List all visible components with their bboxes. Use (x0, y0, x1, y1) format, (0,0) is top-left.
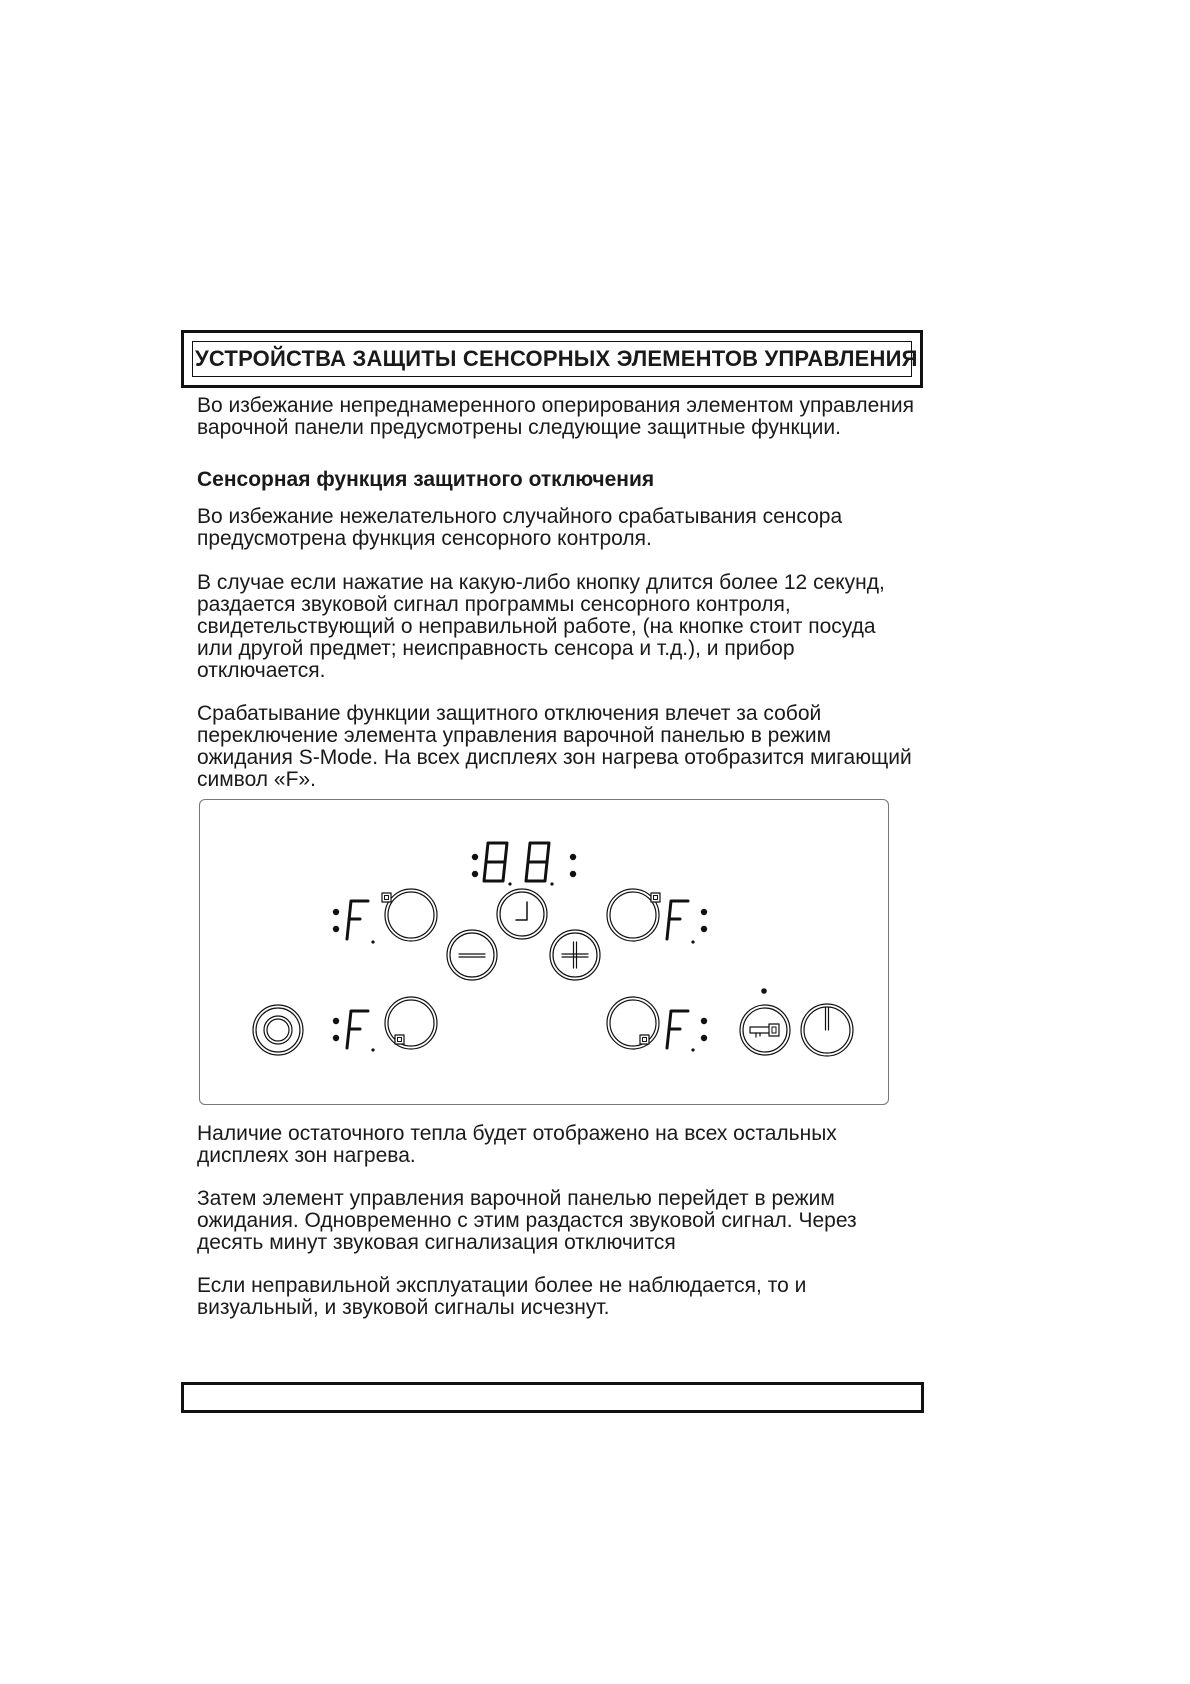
paragraph-6 (197, 1275, 937, 1319)
text-line: дисплеях зон нагрева. (197, 1144, 416, 1167)
text-line: Затем элемент управления варочной панелью перейдет в режим (197, 1187, 835, 1210)
timer-clock-icon[interactable] (497, 889, 547, 939)
text-line: символ «F». (197, 768, 316, 791)
power-icon[interactable] (801, 1004, 853, 1056)
zone-display-top-left (333, 901, 375, 944)
lock-key-icon[interactable] (740, 1005, 790, 1055)
text-line: переключение элемента управления варочной панелью в режим (197, 724, 832, 747)
text-line: предусмотрена функция сенсорного контроля. (197, 527, 652, 550)
zone-display-top-right (667, 901, 707, 944)
paragraph-5 (197, 1188, 937, 1254)
text-line: варочной панели предусмотрены следующие защитные функции. (197, 416, 841, 439)
text-line: раздается звуковой сигнал программы сенсорного контроля, (197, 593, 791, 616)
text-line: В случае если нажатие на какую-либо кнопку длится более 12 секунд, (197, 571, 885, 594)
text-line: визуальный, и звуковой сигналы исчезнут. (197, 1296, 610, 1319)
text-line: ожидания. Одновременно с этим раздастся звуковой сигнал. Через (197, 1209, 857, 1232)
page-title: УСТРОЙСТВА ЗАЩИТЫ СЕНСОРНЫХ ЭЛЕМЕНТОВ УПРАВЛЕНИЯ (192, 341, 912, 377)
zone-display-bottom-right (667, 1011, 707, 1052)
section-heading: Сенсорная функция защитного отключения (197, 468, 655, 491)
zone-display-bottom-left (333, 1011, 375, 1052)
text-line: Срабатывание функции защитного отключения влечет за собой (197, 702, 822, 725)
minus-icon[interactable] (447, 930, 497, 980)
paragraph-2 (197, 572, 937, 682)
paragraph-3 (197, 703, 937, 791)
text-line: десять минут звуковая сигнализация отключится (197, 1231, 676, 1254)
plus-icon[interactable] (550, 930, 600, 980)
text-line: Во избежание непреднамеренного оперирования элементом управления (197, 394, 914, 417)
paragraph-4 (197, 1123, 937, 1167)
lock-indicator-dot (761, 988, 767, 994)
text-line: свидетельствующий о неправильной работе, (на кнопке стоит посуда (197, 615, 876, 638)
text-line: ожидания S-Mode. На всех дисплеях зон нагрева отобразится мигающий (197, 746, 912, 769)
title-box (181, 330, 923, 388)
dual-ring-icon[interactable] (253, 1005, 303, 1055)
text-line: отключается. (197, 659, 326, 682)
text-line: Наличие остаточного тепла будет отображено на всех остальных (197, 1122, 837, 1145)
zone-top-right-sensor[interactable] (607, 889, 660, 941)
text-line: Во избежание нежелательного случайного срабатывания сенсора (197, 505, 843, 528)
paragraph-1 (197, 506, 937, 550)
zone-bottom-right-sensor[interactable] (607, 997, 659, 1049)
text-line: или другой предмет; неисправность сенсора и т.д.), и прибор (197, 637, 795, 660)
zone-top-left-sensor[interactable] (382, 889, 437, 941)
intro-paragraph (197, 395, 937, 439)
footer-frame (181, 1382, 924, 1413)
timer-display (472, 843, 576, 886)
zone-bottom-left-sensor[interactable] (385, 997, 437, 1049)
control-panel-illustration (199, 799, 889, 1105)
text-line: Если неправильной эксплуатации более не наблюдается, то и (197, 1274, 807, 1297)
